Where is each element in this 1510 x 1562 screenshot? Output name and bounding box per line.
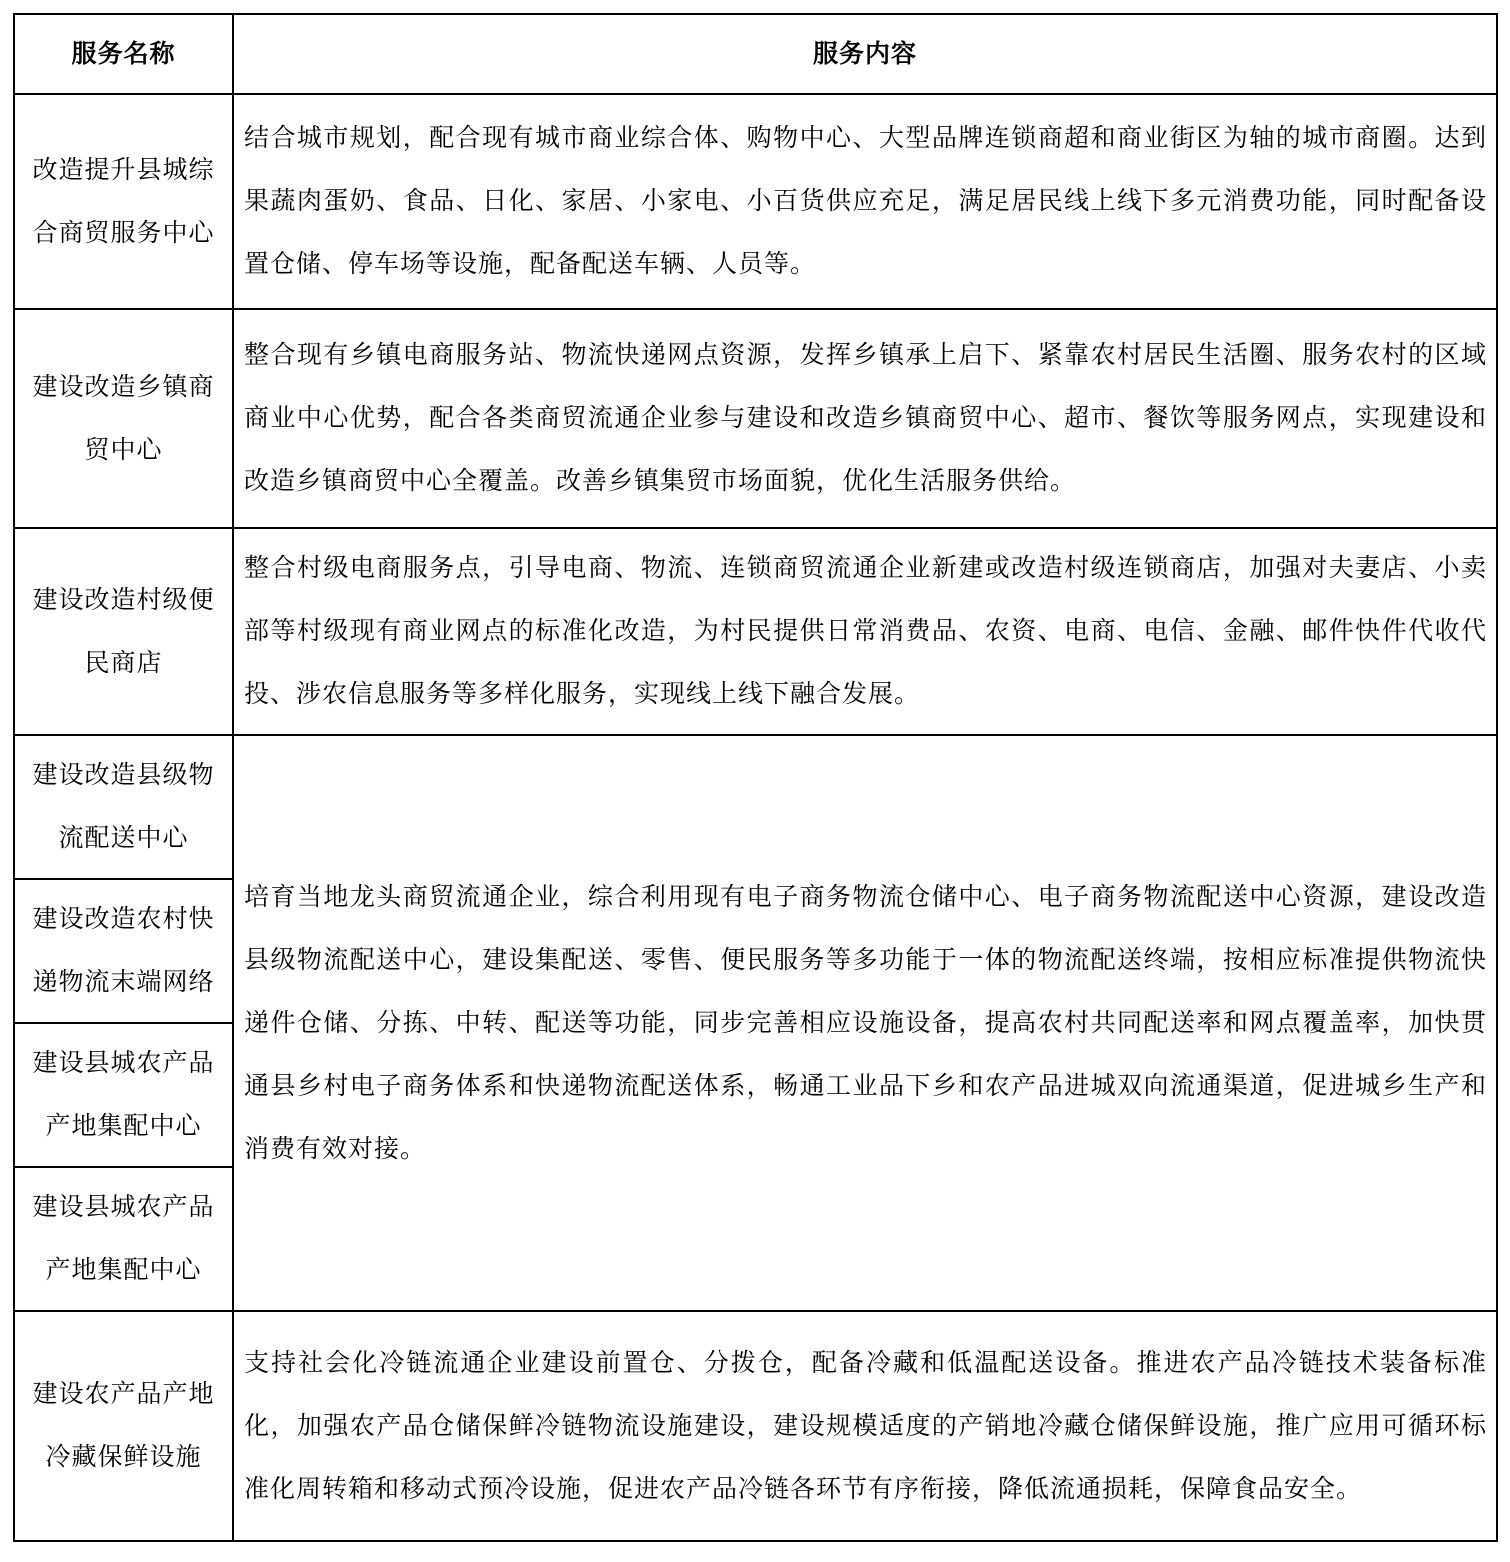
table-row [14,309,1497,528]
table-row [14,94,1497,309]
header-service-name: 服务名称 [14,14,233,94]
service-content-cell: 整合村级电商服务点，引导电商、物流、连锁商贸流通企业新建或改造村级连锁商店，加强对夫妻店、小卖部等村级现有商业网点的标准化改造，为村民提供日常消费品、农资、电商、电信、金融、邮件快件代收代投、涉农信息服务等多样化服务，实现线上线下融合发展。 [233,528,1497,735]
service-name-cell: 建设县城农产品产地集配中心 [14,1167,233,1311]
service-name-cell: 建设改造乡镇商贸中心 [14,309,233,528]
table-row [14,1311,1497,1541]
header-service-content: 服务内容 [233,14,1497,94]
service-name-cell: 建设改造县级物流配送中心 [14,735,233,879]
service-content-cell: 支持社会化冷链流通企业建设前置仓、分拨仓，配备冷藏和低温配送设备。推进农产品冷链技术装备标准化，加强农产品仓储保鲜冷链物流设施建设，建设规模适度的产销地冷藏仓储保鲜设施，推广应用可循环标准化周转箱和移动式预冷设施，促进农产品冷链各环节有序衔接，降低流通损耗，保障食品安全。 [233,1311,1497,1541]
service-content-cell: 结合城市规划，配合现有城市商业综合体、购物中心、大型品牌连锁商超和商业街区为轴的城市商圈。达到果蔬肉蛋奶、食品、日化、家居、小家电、小百货供应充足，满足居民线上线下多元消费功能，同时配备设置仓储、停车场等设施，配备配送车辆、人员等。 [233,94,1497,309]
service-name-cell: 改造提升县城综合商贸服务中心 [14,94,233,309]
service-name-cell: 建设改造村级便民商店 [14,528,233,735]
service-name-cell: 建设农产品产地冷藏保鲜设施 [14,1311,233,1541]
table-row [14,528,1497,735]
table-row [14,735,1497,879]
service-name-cell: 建设改造农村快递物流末端网络 [14,879,233,1023]
table-header-row [14,14,1497,94]
service-content-cell-merged: 培育当地龙头商贸流通企业，综合利用现有电子商务物流仓储中心、电子商务物流配送中心资源，建设改造县级物流配送中心，建设集配送、零售、便民服务等多功能于一体的物流配送终端，按相应标准提供物流快递件仓储、分拣、中转、配送等功能，同步完善相应设施设备，提高农村共同配送率和网点覆盖率，加快贯通县乡村电子商务体系和快递物流配送体系，畅通工业品下乡和农产品进城双向流通渠道，促进城乡生产和消费有效对接。 [233,735,1497,1311]
services-table [13,13,1498,1542]
service-content-cell: 整合现有乡镇电商服务站、物流快递网点资源，发挥乡镇承上启下、紧靠农村居民生活圈、服务农村的区域商业中心优势，配合各类商贸流通企业参与建设和改造乡镇商贸中心、超市、餐饮等服务网点，实现建设和改造乡镇商贸中心全覆盖。改善乡镇集贸市场面貌，优化生活服务供给。 [233,309,1497,528]
service-name-cell: 建设县城农产品产地集配中心 [14,1023,233,1167]
